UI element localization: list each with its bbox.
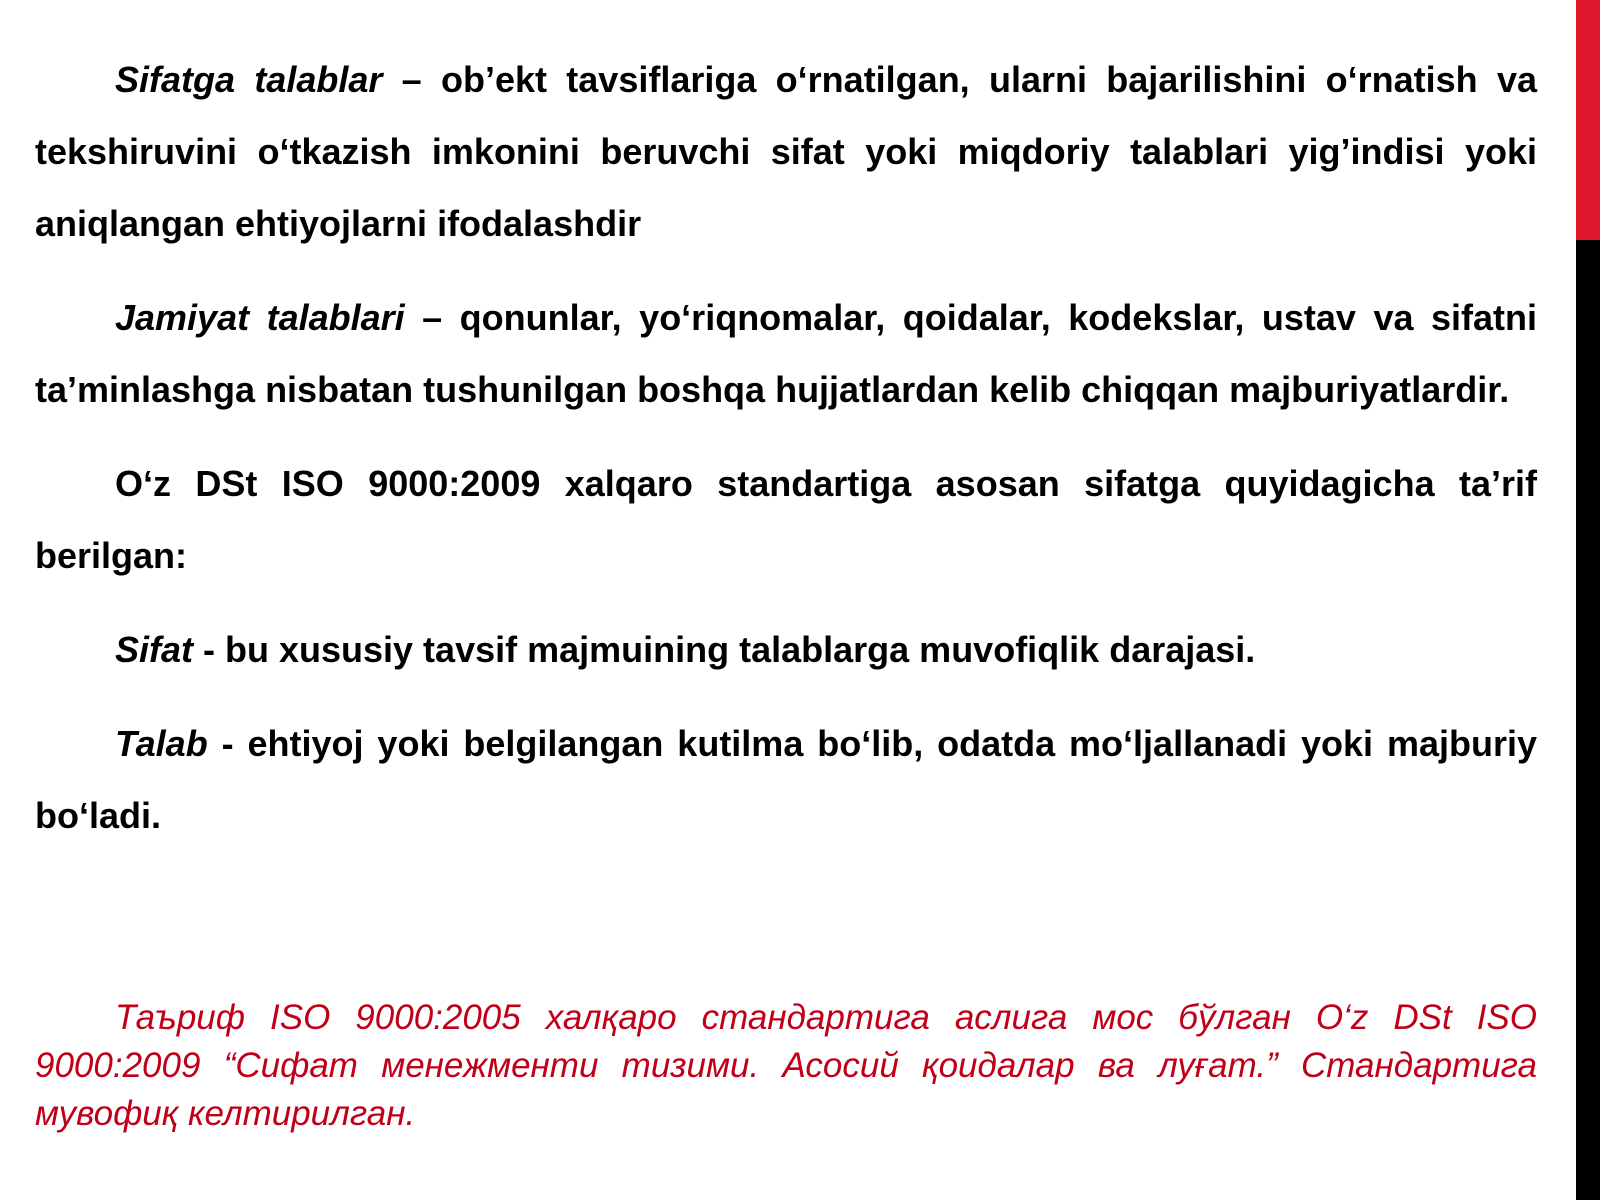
paragraph-requirement-definition (35, 708, 1537, 852)
standard-intro-text: O‘z DSt ISO 9000:2009 xalqaro standartiga asosan sifatga quyidagicha ta’rif berilgan: (35, 463, 1537, 576)
source-note: Таъриф ISO 9000:2005 халқаро стандартига аслига мос бўлган O‘z DSt ISO 9000:2009 “Сифат менежменти тизими. Асосий қоидалар ва луғат.” Стандартига мувофиқ келтирилган. (35, 998, 1537, 1133)
paragraph-quality-requirements (35, 44, 1537, 260)
definition-requirement: - ehtiyoj yoki belgilangan kutilma bo‘lib, odatda mo‘ljallanadi yoki majburiy bo‘ladi. (35, 723, 1537, 836)
paragraph-society-requirements (35, 282, 1537, 426)
term-society-requirements: Jamiyat talablari (115, 297, 405, 338)
paragraph-quality-definition (35, 614, 1537, 686)
accent-bar-red (1576, 0, 1600, 240)
definition-society-requirements: – qonunlar, yo‘riqnomalar, qoidalar, kodekslar, ustav va sifatni ta’minlashga nisbatan tushunilgan boshqa hujjatlardan kelib chiqqan majburiyatlardir. (35, 297, 1537, 410)
accent-bar-black (1576, 240, 1600, 1200)
term-quality-requirements: Sifatga talablar (115, 59, 383, 100)
paragraph-standard-intro (35, 448, 1537, 592)
term-quality: Sifat (115, 629, 194, 670)
definition-quality-requirements: – ob’ekt tavsiflariga o‘rnatilgan, ularni bajarilishini o‘rnatish va tekshiruvini o‘tkazish imkonini beruvchi sifat yoki miqdoriy talablari yig’indisi yoki aniqlangan ehtiyojlarni ifodalashdir (35, 59, 1537, 244)
definition-quality: - bu xususiy tavsif majmuining talablarga muvofiqlik darajasi. (193, 629, 1256, 670)
definitions-body (35, 44, 1537, 852)
term-requirement: Talab (115, 723, 208, 764)
